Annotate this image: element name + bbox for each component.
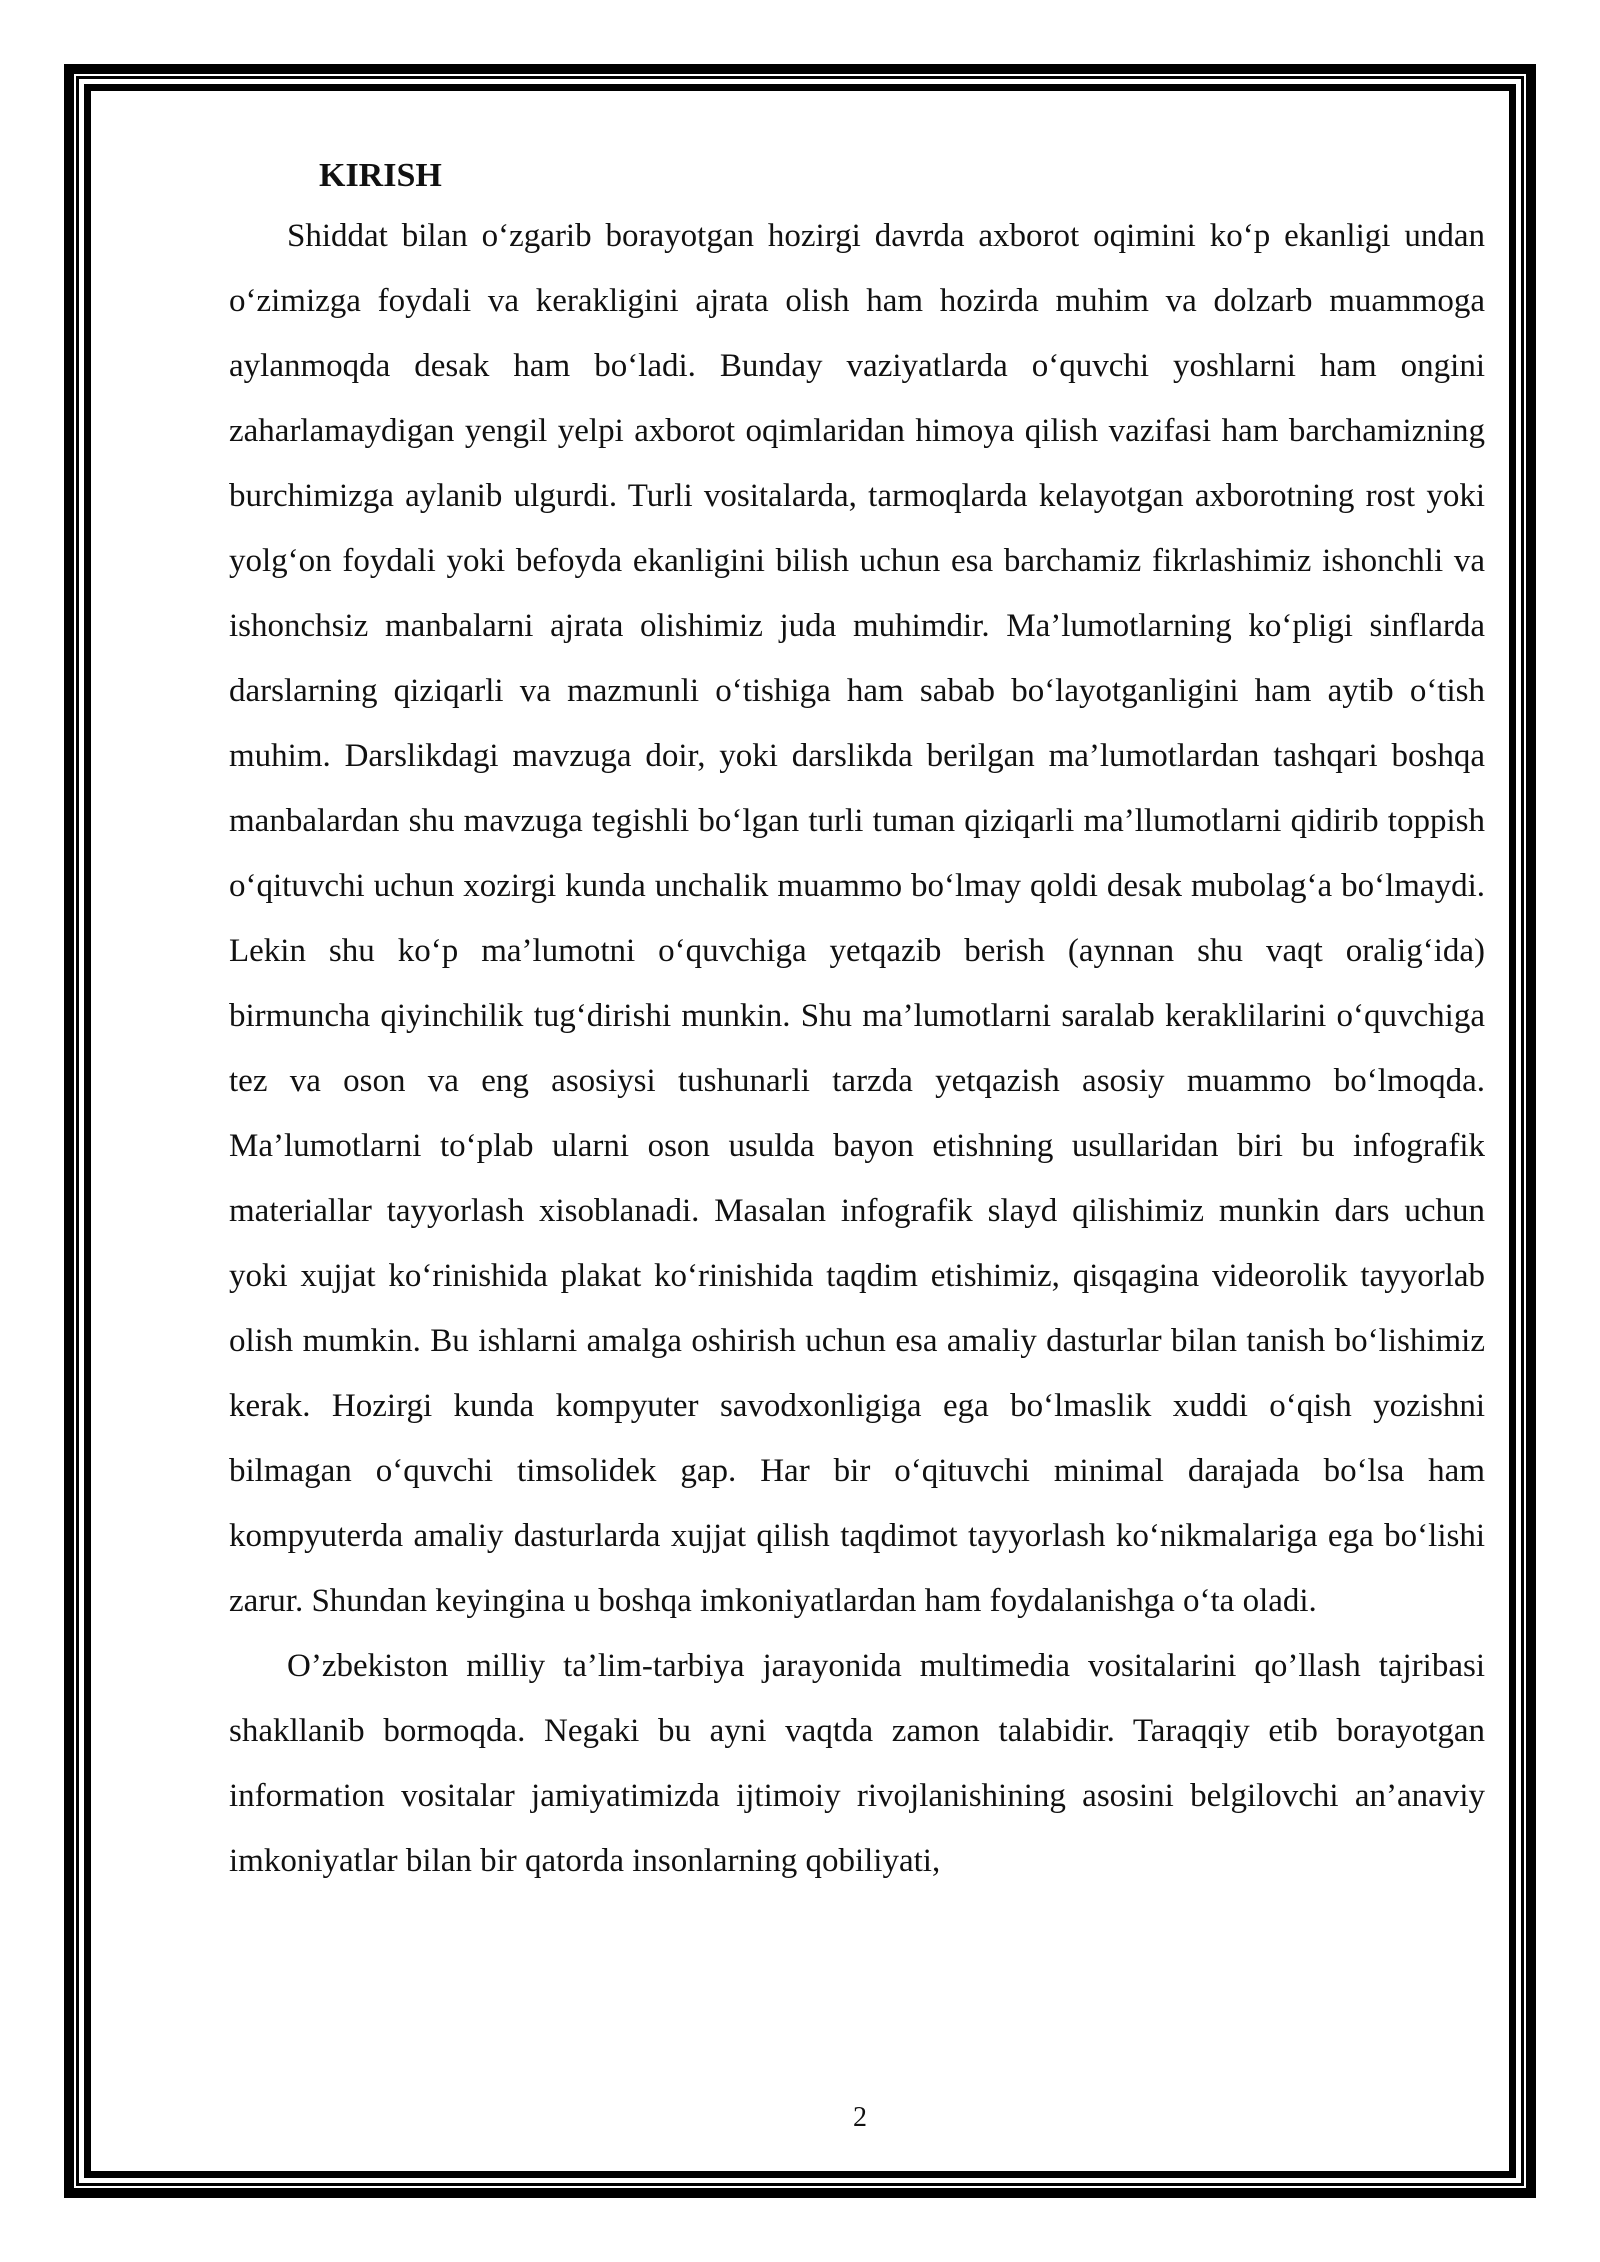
page-content xyxy=(229,148,1485,1894)
paragraph-1: Shiddat bilan o‘zgarib borayotgan hozirgi davrda axborot oqimini ko‘p ekanligi undan o‘zimizga foydali va kerakligini ajrata olish ham hozirda muhim va dolzarb muammoga aylanmoqda desak ham bo‘ladi. Bunday vaziyatlarda o‘quvchi yoshlarni ham ongini zaharlamaydigan yengil yelpi axborot oqimlaridan himoya qilish vazifasi ham barchamizning burchimizga aylanib ulgurdi. Turli vositalarda, tarmoqlarda kelayotgan axborotning rost yoki yolg‘on foydali yoki befoyda ekanligini bilish uchun esa barchamiz fikrlashimiz ishonchli va ishonchsiz manbalarni ajrata olishimiz juda muhimdir. Ma’lumotlarning ko‘pligi sinflarda darslarning qiziqarli va mazmunli o‘tishiga ham sabab bo‘layotganligini ham aytib o‘tish muhim. Darslikdagi mavzuga doir, yoki darslikda berilgan ma’lumotlardan tashqari boshqa manbalardan shu mavzuga tegishli bo‘lgan turli tuman qiziqarli ma’llumotlarni qidirib toppish o‘qituvchi uchun xozirgi kunda unchalik muammo bo‘lmay qoldi desak mubolag‘a bo‘lmaydi. Lekin shu ko‘p ma’lumotni o‘quvchiga yetqazib berish (aynnan shu vaqt oralig‘ida) birmuncha qiyinchilik tug‘dirishi munkin. Shu ma’lumotlarni saralab keraklilarini o‘quvchiga tez va oson va eng asosiysi tushunarli tarzda yetqazish asosiy muammo bo‘lmoqda. Ma’lumotlarni to‘plab ularni oson usulda bayon etishning usullaridan biri bu infografik materiallar tayyorlash xisoblanadi. Masalan infografik slayd qilishimiz munkin dars uchun yoki xujjat ko‘rinishida plakat ko‘rinishida taqdim etishimiz, qisqagina videorolik tayyorlab olish mumkin. Bu ishlarni amalga oshirish uchun esa amaliy dasturlar bilan tanish bo‘lishimiz kerak. Hozirgi kunda kompyuter savodxonligiga ega bo‘lmaslik xuddi o‘qish yozishni bilmagan o‘quvchi timsolidek gap. Har bir o‘qituvchi minimal darajada bo‘lsa ham kompyuterda amaliy dasturlarda xujjat qilish taqdimot tayyorlash ko‘nikmalariga ega bo‘lishi zarur. Shundan keyingina u boshqa imkoniyatlardan ham foydalanishga o‘ta oladi. xyxy=(229,218,1485,1619)
section-heading: KIRISH xyxy=(319,157,442,194)
page-number: 2 xyxy=(853,2102,867,2133)
paragraph-2: O’zbekiston milliy ta’lim-tarbiya jarayonida multimedia vositalarini qo’llash tajribasi shakllanib bormoqda. Negaki bu ayni vaqtda zamon talabidir. Taraqqiy etib borayotgan information vositalar jamiyatimizda ijtimoiy rivojlanishining asosini belgilovchi an’anaviy imkoniyatlar bilan bir qatorda insonlarning qobiliyati, xyxy=(229,1648,1485,1879)
